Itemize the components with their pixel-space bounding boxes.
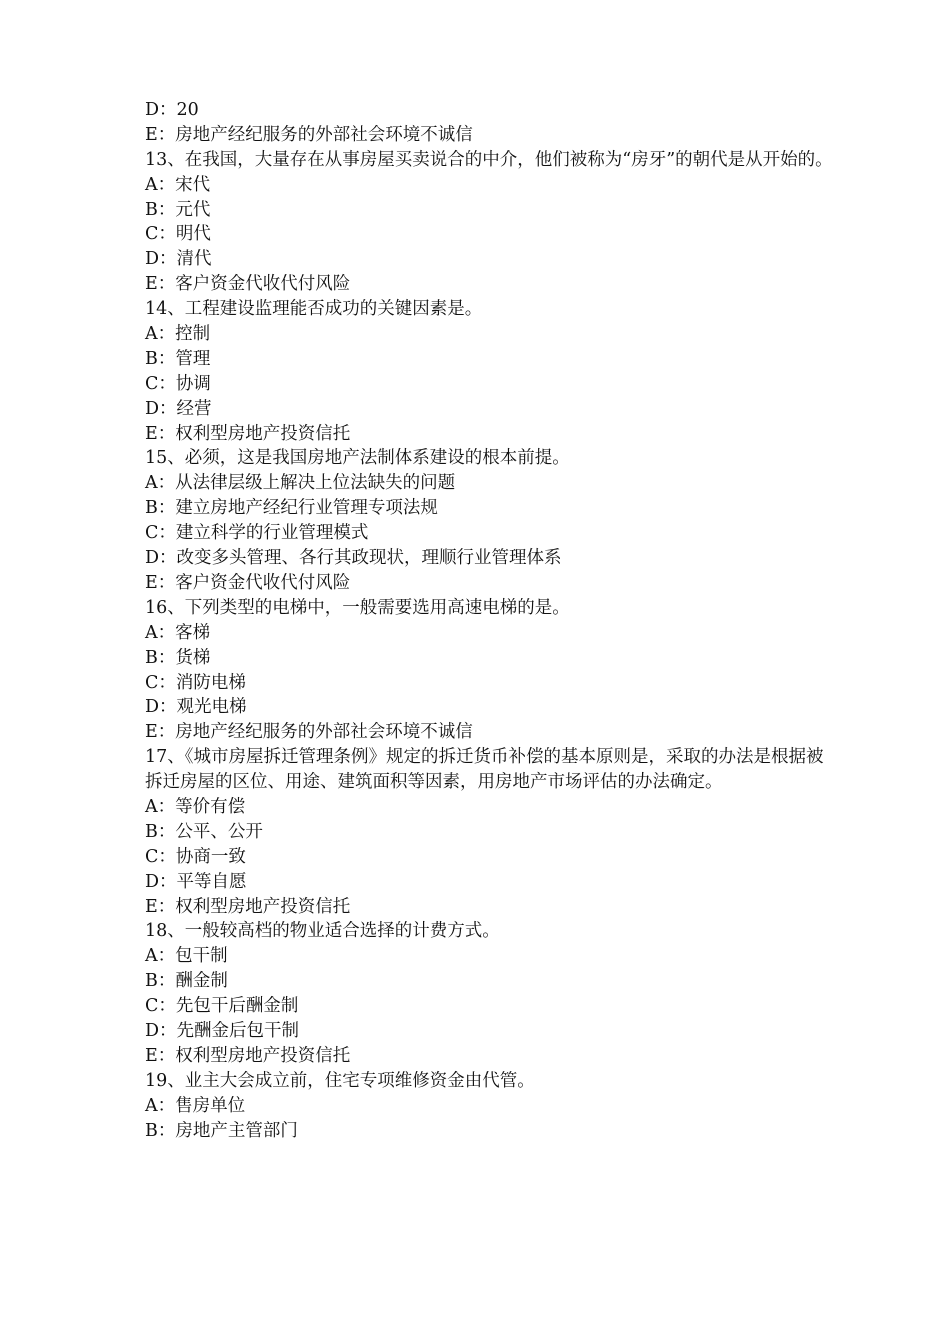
option-b-line: B：公平、公开	[145, 821, 263, 842]
option-d-line: D：经营	[145, 398, 212, 419]
option-e-line: E：房地产经纪服务的外部社会环境不诚信	[145, 722, 473, 743]
option-a-line: A：售房单位	[145, 1095, 246, 1116]
option-d-line: D：20	[145, 100, 199, 120]
question-13: 13、在我国，大量存在从事房屋买卖说合的中介，他们被称为“房牙”的朝代是从开始的。	[145, 149, 833, 170]
option-e-line: E：房地产经纪服务的外部社会环境不诚信	[145, 124, 473, 145]
question-18: 18、一般较高档的物业适合选择的计费方式。	[145, 921, 500, 942]
option-d-line: D：观光电梯	[145, 697, 247, 718]
option-d-line: D：先酬金后包干制	[145, 1021, 300, 1041]
option-d-line: D：平等自愿	[145, 871, 247, 892]
option-e-line: E：权利型房地产投资信托	[145, 1045, 351, 1066]
question-19: 19、业主大会成立前，住宅专项维修资金由代管。	[145, 1070, 535, 1091]
option-e-line: E：客户资金代收代付风险	[145, 572, 351, 593]
option-b-line: B：建立房地产经纪行业管理专项法规	[145, 498, 438, 519]
option-b-line: B：元代	[145, 199, 211, 220]
question-14: 14、工程建设监理能否成功的关键因素是。	[145, 299, 483, 320]
question-16: 16、下列类型的电梯中，一般需要选用高速电梯的是。	[145, 597, 570, 618]
document-body	[145, 98, 835, 1143]
option-b-line: B：房地产主管部门	[145, 1120, 298, 1141]
question-17: 17、《城市房屋拆迁管理条例》规定的拆迁货币补偿的基本原则是，采取的办法是根据被拆迁房屋的区位、用途、建筑面积等因素，用房地产市场评估的办法确定。	[145, 747, 824, 793]
option-e-line: E：权利型房地产投资信托	[145, 423, 351, 444]
option-c-line: C：协调	[145, 373, 211, 394]
option-c-line: C：明代	[145, 224, 211, 245]
option-a-line: A：控制	[145, 324, 211, 345]
option-e-line: E：客户资金代收代付风险	[145, 274, 351, 295]
option-a-line: A：包干制	[145, 946, 228, 967]
question-15: 15、必须，这是我国房地产法制体系建设的根本前提。	[145, 448, 570, 469]
option-d-line: D：改变多头管理、各行其政现状，理顺行业管理体系	[145, 548, 562, 569]
option-a-line: A：从法律层级上解决上位法缺失的问题	[145, 473, 456, 494]
option-b-line: B：酬金制	[145, 971, 228, 992]
option-e-line: E：权利型房地产投资信托	[145, 896, 351, 917]
option-b-line: B：管理	[145, 348, 211, 369]
option-a-line: A：客梯	[145, 622, 211, 643]
option-d-line: D：清代	[145, 249, 212, 270]
option-a-line: A：等价有偿	[145, 796, 246, 817]
option-c-line: C：先包干后酬金制	[145, 996, 299, 1017]
option-c-line: C：建立科学的行业管理模式	[145, 523, 369, 544]
option-b-line: B：货梯	[145, 647, 211, 668]
option-a-line: A：宋代	[145, 174, 211, 195]
option-c-line: C：协商一致	[145, 846, 246, 867]
option-c-line: C：消防电梯	[145, 672, 246, 693]
